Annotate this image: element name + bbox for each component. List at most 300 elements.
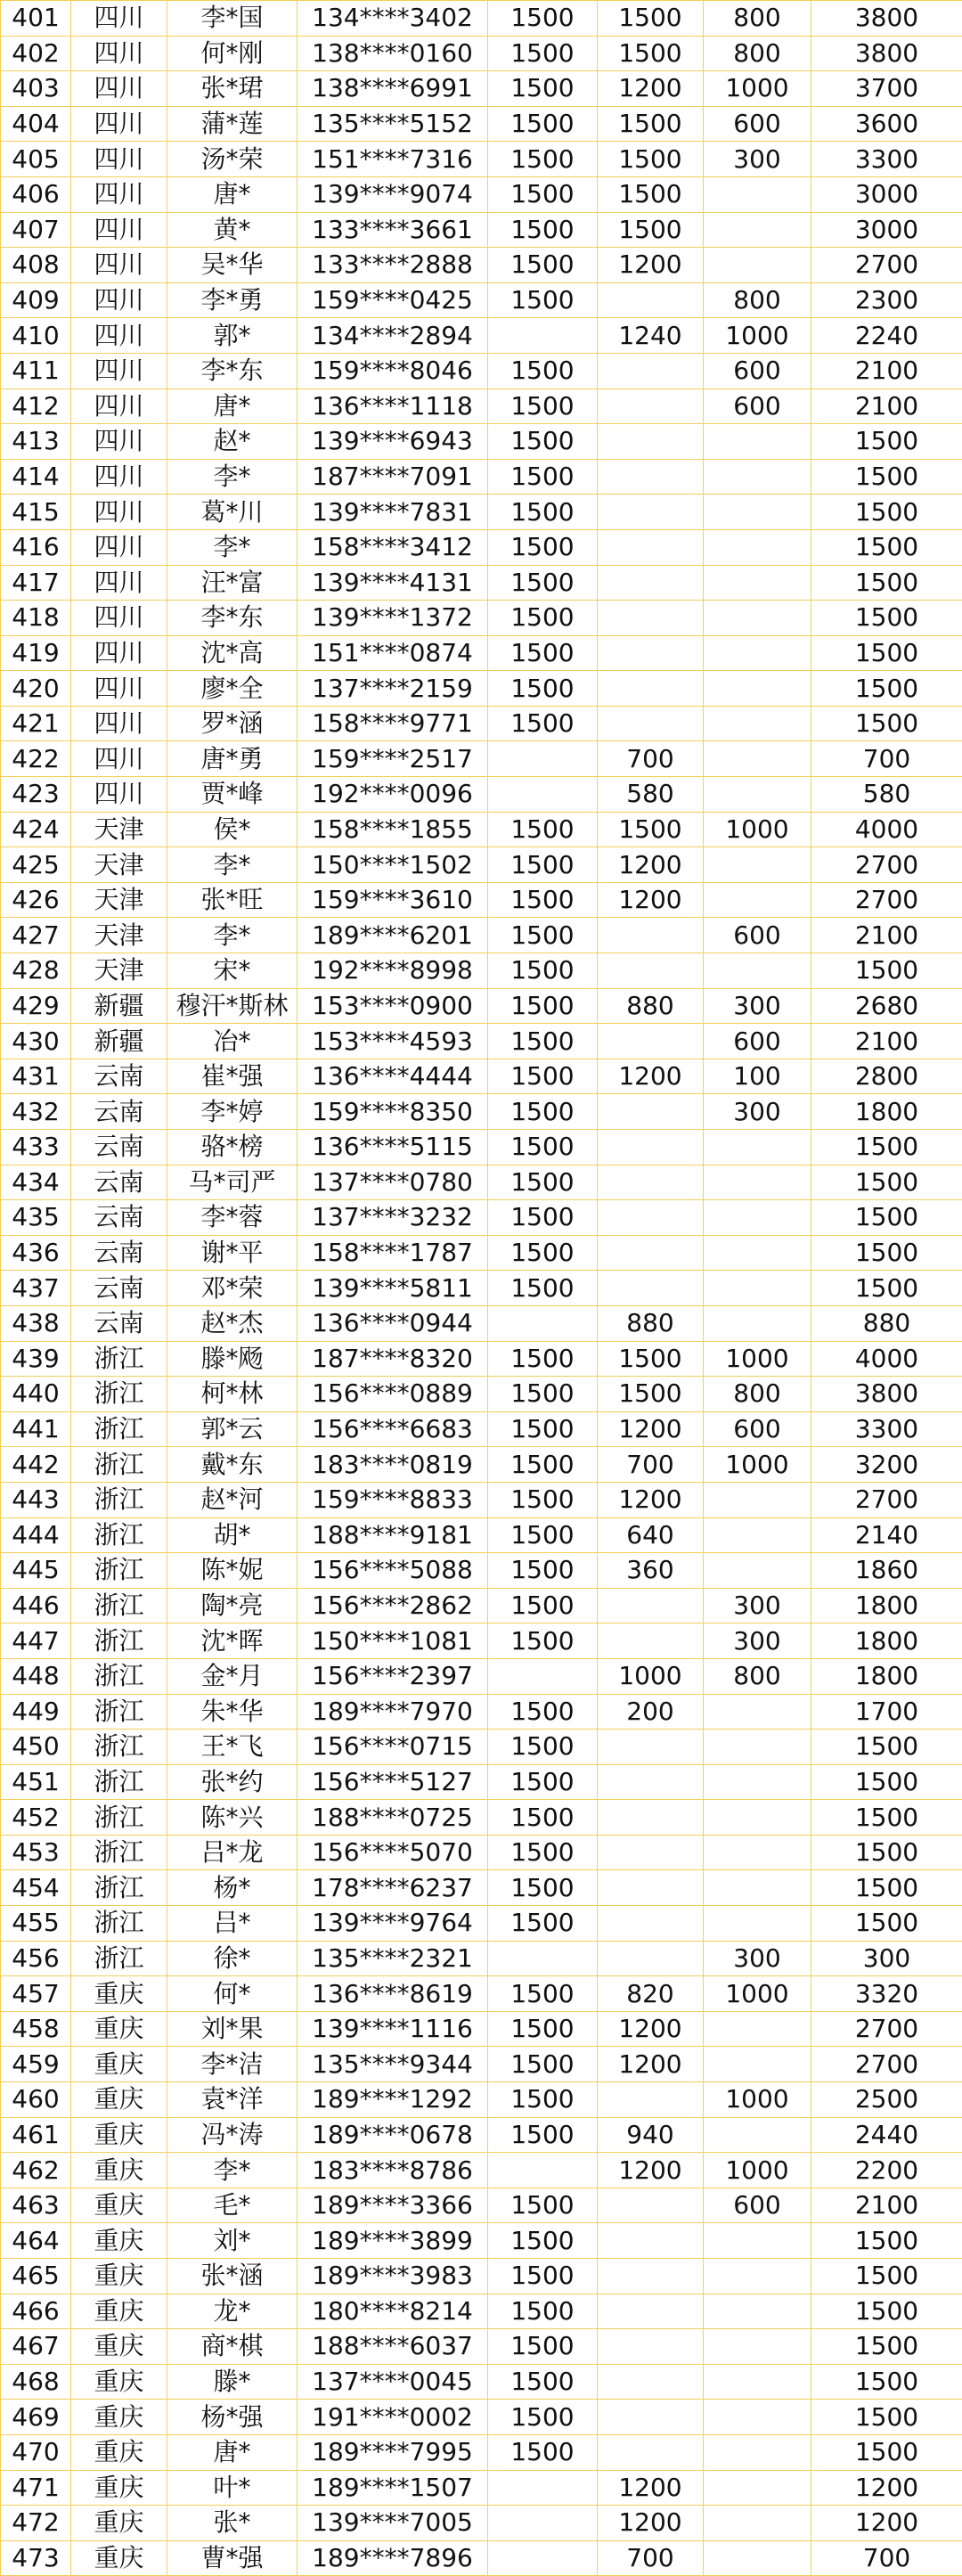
province-cell: 浙江 [71, 1623, 167, 1659]
amount-3-cell: 300 [704, 1623, 811, 1659]
phone-cell: 187****8320 [298, 1341, 488, 1377]
total-cell: 3800 [811, 1, 962, 37]
province-cell: 四川 [71, 71, 167, 107]
amount-2-cell [598, 2082, 704, 2118]
name-cell: 冶* [167, 1024, 298, 1059]
amount-3-cell [704, 2259, 811, 2294]
amount-2-cell [598, 2364, 704, 2400]
phone-cell: 156****6683 [298, 1411, 488, 1447]
amount-1-cell: 1500 [488, 2400, 598, 2435]
amount-2-cell: 1500 [598, 1, 704, 37]
amount-1-cell: 1500 [488, 1130, 598, 1165]
total-cell: 1500 [811, 2434, 962, 2470]
amount-1-cell: 1500 [488, 459, 598, 495]
amount-2-cell [598, 1165, 704, 1200]
total-cell: 2500 [811, 2082, 962, 2118]
province-cell: 云南 [71, 1305, 167, 1341]
total-cell: 1800 [811, 1094, 962, 1130]
amount-1-cell: 1500 [488, 2294, 598, 2329]
name-cell: 沈*晖 [167, 1623, 298, 1659]
amount-3-cell [704, 2117, 811, 2153]
phone-cell: 133****2888 [298, 248, 488, 283]
amount-1-cell: 1500 [488, 106, 598, 142]
province-cell: 四川 [71, 777, 167, 813]
amount-2-cell: 880 [598, 988, 704, 1024]
total-cell: 1800 [811, 1588, 962, 1623]
row-number: 434 [1, 1165, 71, 1200]
amount-3-cell [704, 1730, 811, 1765]
amount-1-cell: 1500 [488, 1906, 598, 1942]
province-cell: 四川 [71, 1, 167, 37]
amount-2-cell: 1200 [598, 2506, 704, 2541]
total-cell: 300 [811, 1941, 962, 1976]
amount-2-cell [598, 706, 704, 741]
amount-2-cell: 1000 [598, 1658, 704, 1694]
total-cell: 3320 [811, 1976, 962, 2012]
amount-2-cell [598, 1730, 704, 1765]
amount-1-cell: 1500 [488, 1553, 598, 1589]
amount-3-cell: 600 [704, 106, 811, 142]
row-number: 462 [1, 2153, 71, 2188]
phone-cell: 189****0678 [298, 2117, 488, 2153]
province-cell: 重庆 [71, 2400, 167, 2435]
amount-1-cell: 1500 [488, 1517, 598, 1553]
row-number: 468 [1, 2364, 71, 2400]
total-cell: 1500 [811, 1271, 962, 1306]
table-row [1, 2329, 962, 2365]
row-number: 466 [1, 2294, 71, 2329]
phone-cell: 159****8833 [298, 1482, 488, 1517]
row-number: 419 [1, 635, 71, 671]
total-cell: 3800 [811, 1377, 962, 1412]
row-number: 422 [1, 741, 71, 777]
amount-3-cell [704, 212, 811, 248]
province-cell: 浙江 [71, 1341, 167, 1377]
table-row [1, 2047, 962, 2082]
row-number: 444 [1, 1517, 71, 1553]
phone-cell: 139****9764 [298, 1906, 488, 1942]
province-cell: 四川 [71, 248, 167, 283]
table-row [1, 706, 962, 741]
phone-cell: 139****1116 [298, 2011, 488, 2047]
phone-cell: 189****3366 [298, 2188, 488, 2223]
amount-1-cell: 1500 [488, 2188, 598, 2223]
row-number: 442 [1, 1447, 71, 1483]
amount-1-cell: 1500 [488, 847, 598, 883]
name-cell: 张*涵 [167, 2259, 298, 2294]
province-cell: 四川 [71, 212, 167, 248]
total-cell: 3800 [811, 36, 962, 71]
amount-1-cell: 1500 [488, 812, 598, 847]
amount-2-cell: 1200 [598, 2153, 704, 2188]
amount-2-cell [598, 635, 704, 671]
table-row [1, 741, 962, 777]
amount-3-cell [704, 1906, 811, 1942]
table-row [1, 1411, 962, 1447]
amount-2-cell [598, 1764, 704, 1800]
total-cell: 2700 [811, 1482, 962, 1517]
amount-3-cell: 800 [704, 1377, 811, 1412]
amount-3-cell [704, 2223, 811, 2259]
amount-2-cell [598, 388, 704, 424]
table-row [1, 1094, 962, 1130]
province-cell: 天津 [71, 847, 167, 883]
table-row [1, 424, 962, 460]
name-cell: 唐* [167, 2434, 298, 2470]
phone-cell: 158****1855 [298, 812, 488, 847]
row-number: 428 [1, 953, 71, 989]
table-row [1, 2259, 962, 2294]
total-cell: 1500 [811, 2294, 962, 2329]
amount-1-cell: 1500 [488, 71, 598, 107]
total-cell: 1500 [811, 2259, 962, 2294]
table-row [1, 1305, 962, 1341]
total-cell: 1500 [811, 635, 962, 671]
province-cell: 重庆 [71, 2188, 167, 2223]
total-cell: 1500 [811, 565, 962, 601]
name-cell: 张*珺 [167, 71, 298, 107]
amount-1-cell: 1500 [488, 1588, 598, 1623]
phone-cell: 191****0002 [298, 2400, 488, 2435]
phone-cell: 139****5811 [298, 1271, 488, 1306]
amount-2-cell [598, 2259, 704, 2294]
amount-2-cell: 880 [598, 1305, 704, 1341]
total-cell: 1500 [811, 459, 962, 495]
table-row [1, 671, 962, 707]
amount-1-cell: 1500 [488, 1730, 598, 1765]
name-cell: 张* [167, 2506, 298, 2541]
amount-3-cell: 800 [704, 282, 811, 318]
amount-1-cell: 1500 [488, 176, 598, 212]
row-number: 447 [1, 1623, 71, 1659]
amount-2-cell [598, 671, 704, 707]
row-number: 453 [1, 1835, 71, 1870]
amount-3-cell [704, 2047, 811, 2082]
name-cell: 张*约 [167, 1764, 298, 1800]
province-cell: 四川 [71, 529, 167, 565]
name-cell: 滕* [167, 2364, 298, 2400]
province-cell: 四川 [71, 176, 167, 212]
amount-2-cell [598, 1235, 704, 1271]
total-cell: 4000 [811, 812, 962, 847]
amount-3-cell: 600 [704, 388, 811, 424]
row-number: 414 [1, 459, 71, 495]
amount-1-cell: 1500 [488, 248, 598, 283]
amount-3-cell [704, 2540, 811, 2576]
total-cell: 2100 [811, 2188, 962, 2223]
amount-3-cell [704, 1553, 811, 1589]
amount-2-cell: 1200 [598, 1411, 704, 1447]
table-row [1, 2434, 962, 2470]
amount-2-cell [598, 459, 704, 495]
amount-3-cell: 1000 [704, 812, 811, 847]
name-cell: 何* [167, 1976, 298, 2012]
name-cell: 马*司严 [167, 1165, 298, 1200]
phone-cell: 139****7005 [298, 2506, 488, 2541]
name-cell: 廖*全 [167, 671, 298, 707]
phone-cell: 137****2159 [298, 671, 488, 707]
row-number: 423 [1, 777, 71, 813]
name-cell: 穆汗*斯林 [167, 988, 298, 1024]
phone-cell: 158****9771 [298, 706, 488, 741]
table-row [1, 2294, 962, 2329]
amount-2-cell [598, 353, 704, 388]
table-row [1, 2188, 962, 2223]
table-row [1, 1870, 962, 1906]
total-cell: 3600 [811, 106, 962, 142]
name-cell: 贾*峰 [167, 777, 298, 813]
total-cell: 2700 [811, 248, 962, 283]
amount-3-cell: 800 [704, 1658, 811, 1694]
amount-2-cell [598, 565, 704, 601]
amount-3-cell [704, 2364, 811, 2400]
table-row [1, 353, 962, 388]
table-row [1, 1941, 962, 1976]
total-cell: 2800 [811, 1059, 962, 1094]
row-number: 441 [1, 1411, 71, 1447]
phone-cell: 180****8214 [298, 2294, 488, 2329]
amount-3-cell [704, 1271, 811, 1306]
row-number: 435 [1, 1200, 71, 1236]
province-cell: 天津 [71, 882, 167, 918]
row-number: 473 [1, 2540, 71, 2576]
name-cell: 商*棋 [167, 2329, 298, 2365]
amount-3-cell: 1000 [704, 1447, 811, 1483]
name-cell: 汪*富 [167, 565, 298, 601]
amount-2-cell [598, 953, 704, 989]
total-cell: 2140 [811, 1517, 962, 1553]
table-row [1, 1553, 962, 1589]
amount-3-cell: 100 [704, 1059, 811, 1094]
amount-1-cell: 1500 [488, 142, 598, 177]
total-cell: 2700 [811, 847, 962, 883]
table-row [1, 565, 962, 601]
amount-3-cell [704, 495, 811, 530]
table-row [1, 2400, 962, 2435]
phone-cell: 188****9181 [298, 1517, 488, 1553]
row-number: 439 [1, 1341, 71, 1377]
table-row [1, 1517, 962, 1553]
name-cell: 冯*涛 [167, 2117, 298, 2153]
phone-cell: 134****3402 [298, 1, 488, 37]
province-cell: 四川 [71, 565, 167, 601]
row-number: 431 [1, 1059, 71, 1094]
table-row [1, 495, 962, 530]
amount-2-cell [598, 918, 704, 953]
total-cell: 2100 [811, 918, 962, 953]
total-cell: 1500 [811, 1200, 962, 1236]
total-cell: 1500 [811, 495, 962, 530]
amount-1-cell: 1500 [488, 212, 598, 248]
name-cell: 龙* [167, 2294, 298, 2329]
province-cell: 重庆 [71, 2153, 167, 2188]
row-number: 430 [1, 1024, 71, 1059]
amount-1-cell: 1500 [488, 1271, 598, 1306]
phone-cell: 138****6991 [298, 71, 488, 107]
table-row [1, 1165, 962, 1200]
amount-1-cell: 1500 [488, 529, 598, 565]
row-number: 406 [1, 176, 71, 212]
amount-1-cell: 1500 [488, 1800, 598, 1836]
province-cell: 重庆 [71, 2329, 167, 2365]
amount-3-cell [704, 1694, 811, 1730]
amount-2-cell [598, 1941, 704, 1976]
table-row [1, 2364, 962, 2400]
province-cell: 重庆 [71, 2117, 167, 2153]
total-cell: 1500 [811, 601, 962, 636]
total-cell: 1500 [811, 424, 962, 460]
phone-cell: 158****1787 [298, 1235, 488, 1271]
amount-2-cell [598, 1200, 704, 1236]
name-cell: 侯* [167, 812, 298, 847]
province-cell: 四川 [71, 282, 167, 318]
amount-3-cell [704, 2294, 811, 2329]
amount-2-cell [598, 1130, 704, 1165]
name-cell: 李*东 [167, 353, 298, 388]
phone-cell: 189****7970 [298, 1694, 488, 1730]
amount-2-cell: 700 [598, 741, 704, 777]
amount-1-cell: 1500 [488, 495, 598, 530]
amount-3-cell [704, 953, 811, 989]
row-number: 432 [1, 1094, 71, 1130]
province-cell: 浙江 [71, 1588, 167, 1623]
amount-2-cell: 1500 [598, 212, 704, 248]
table-row [1, 1906, 962, 1942]
province-cell: 浙江 [71, 1730, 167, 1765]
amount-2-cell: 1500 [598, 142, 704, 177]
phone-cell: 137****0045 [298, 2364, 488, 2400]
row-number: 416 [1, 529, 71, 565]
amount-3-cell [704, 777, 811, 813]
amount-1-cell: 1500 [488, 353, 598, 388]
province-cell: 四川 [71, 706, 167, 741]
amount-1-cell: 1500 [488, 2434, 598, 2470]
amount-2-cell [598, 1835, 704, 1870]
amount-1-cell [488, 777, 598, 813]
amount-3-cell: 600 [704, 2188, 811, 2223]
phone-cell: 189****3899 [298, 2223, 488, 2259]
phone-cell: 137****0780 [298, 1165, 488, 1200]
row-number: 403 [1, 71, 71, 107]
province-cell: 浙江 [71, 1482, 167, 1517]
amount-1-cell: 1500 [488, 1200, 598, 1236]
amount-1-cell [488, 1305, 598, 1341]
amount-3-cell [704, 1517, 811, 1553]
name-cell: 曹*强 [167, 2540, 298, 2576]
name-cell: 唐*勇 [167, 741, 298, 777]
row-number: 413 [1, 424, 71, 460]
name-cell: 李* [167, 918, 298, 953]
province-cell: 重庆 [71, 2540, 167, 2576]
province-cell: 四川 [71, 424, 167, 460]
amount-3-cell [704, 1200, 811, 1236]
amount-2-cell [598, 495, 704, 530]
amount-1-cell: 1500 [488, 601, 598, 636]
table-row [1, 1835, 962, 1870]
amount-3-cell [704, 176, 811, 212]
total-cell: 3000 [811, 176, 962, 212]
amount-3-cell: 600 [704, 353, 811, 388]
amount-1-cell: 1500 [488, 1976, 598, 2012]
name-cell: 葛*川 [167, 495, 298, 530]
total-cell: 1200 [811, 2506, 962, 2541]
amount-3-cell [704, 601, 811, 636]
total-cell: 3300 [811, 1411, 962, 1447]
province-cell: 天津 [71, 812, 167, 847]
phone-cell: 189****3983 [298, 2259, 488, 2294]
table-row [1, 1800, 962, 1836]
table-row [1, 212, 962, 248]
total-cell: 880 [811, 1305, 962, 1341]
name-cell: 郭* [167, 318, 298, 354]
row-number: 445 [1, 1553, 71, 1589]
table-row [1, 1377, 962, 1412]
name-cell: 叶* [167, 2470, 298, 2506]
phone-cell: 136****8619 [298, 1976, 488, 2012]
amount-3-cell [704, 2400, 811, 2435]
phone-cell: 189****1292 [298, 2082, 488, 2118]
amount-2-cell [598, 2294, 704, 2329]
province-cell: 四川 [71, 388, 167, 424]
phone-cell: 189****7896 [298, 2540, 488, 2576]
amount-3-cell: 1000 [704, 1976, 811, 2012]
total-cell: 3200 [811, 1447, 962, 1483]
amount-3-cell [704, 2470, 811, 2506]
name-cell: 邓*荣 [167, 1271, 298, 1306]
table-row [1, 1658, 962, 1694]
amount-3-cell [704, 565, 811, 601]
row-number: 425 [1, 847, 71, 883]
table-row [1, 918, 962, 953]
table-row [1, 1059, 962, 1094]
row-number: 436 [1, 1235, 71, 1271]
name-cell: 李* [167, 459, 298, 495]
name-cell: 唐* [167, 176, 298, 212]
table-row [1, 106, 962, 142]
phone-cell: 158****3412 [298, 529, 488, 565]
amount-2-cell [598, 1800, 704, 1836]
phone-cell: 159****8350 [298, 1094, 488, 1130]
name-cell: 袁*洋 [167, 2082, 298, 2118]
row-number: 463 [1, 2188, 71, 2223]
province-cell: 四川 [71, 671, 167, 707]
amount-3-cell: 1000 [704, 2153, 811, 2188]
amount-1-cell: 1500 [488, 424, 598, 460]
province-cell: 云南 [71, 1094, 167, 1130]
row-number: 418 [1, 601, 71, 636]
amount-3-cell [704, 2506, 811, 2541]
phone-cell: 139****4131 [298, 565, 488, 601]
amount-1-cell [488, 2153, 598, 2188]
total-cell: 1500 [811, 1835, 962, 1870]
amount-3-cell [704, 635, 811, 671]
amount-2-cell: 640 [598, 1517, 704, 1553]
amount-1-cell: 1500 [488, 2082, 598, 2118]
name-cell: 朱*华 [167, 1694, 298, 1730]
province-cell: 浙江 [71, 1411, 167, 1447]
province-cell: 重庆 [71, 1976, 167, 2012]
phone-cell: 183****0819 [298, 1447, 488, 1483]
total-cell: 580 [811, 777, 962, 813]
phone-cell: 159****8046 [298, 353, 488, 388]
phone-cell: 189****1507 [298, 2470, 488, 2506]
amount-2-cell: 940 [598, 2117, 704, 2153]
amount-1-cell: 1500 [488, 2011, 598, 2047]
total-cell: 700 [811, 741, 962, 777]
phone-cell: 135****9344 [298, 2047, 488, 2082]
amount-2-cell [598, 2329, 704, 2365]
province-cell: 四川 [71, 106, 167, 142]
